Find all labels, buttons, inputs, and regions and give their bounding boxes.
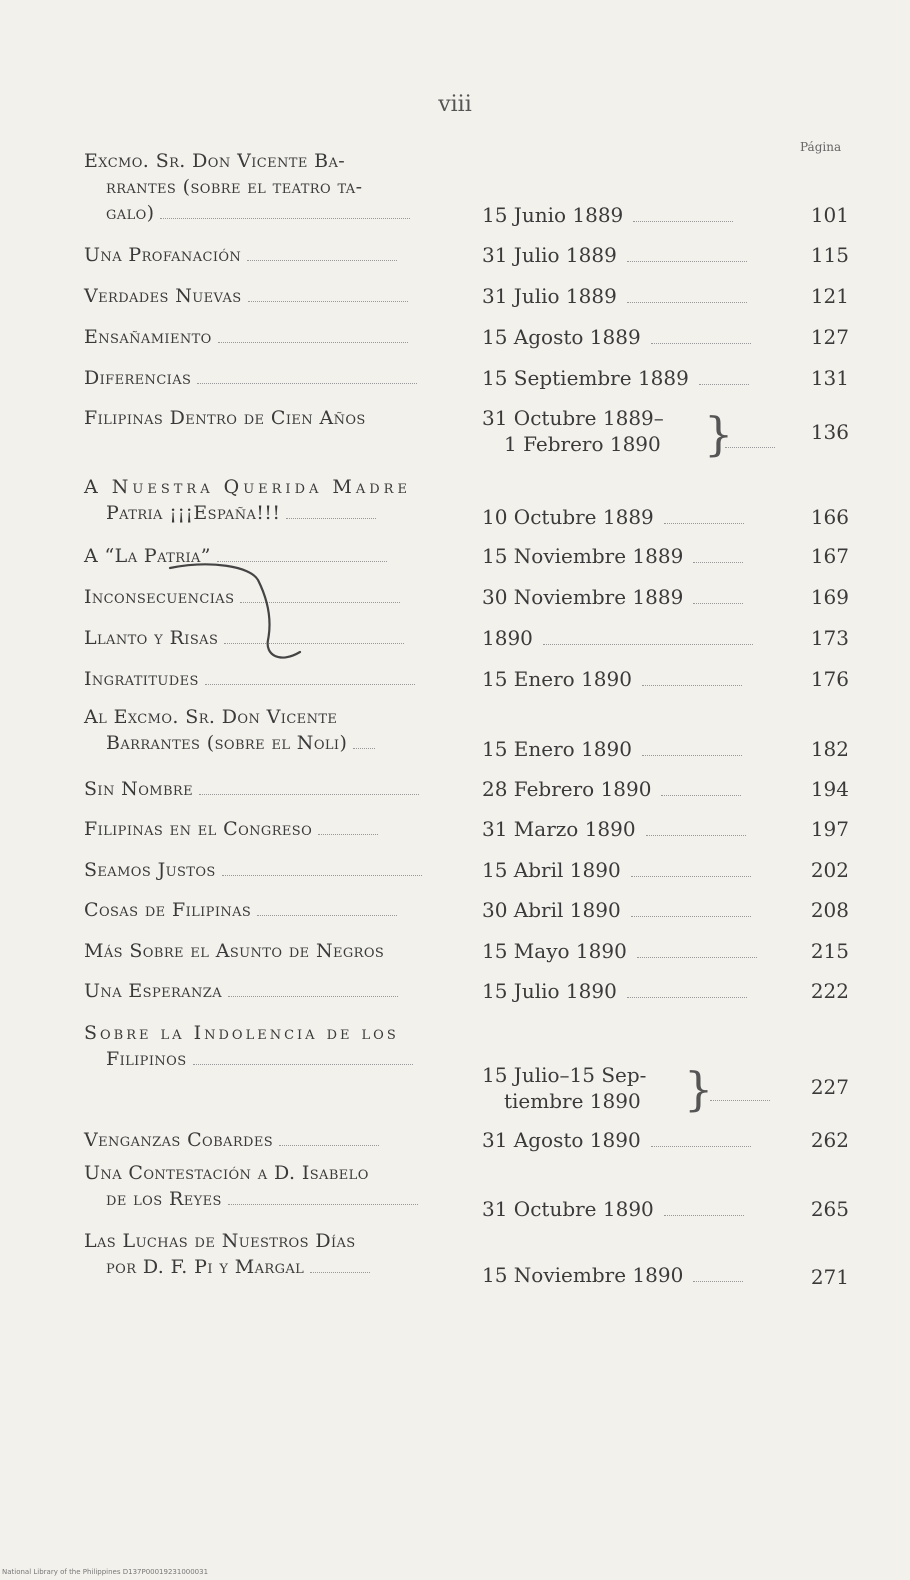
entry-title	[84, 324, 464, 350]
dot-leader	[651, 1145, 751, 1147]
toc-entry	[84, 978, 864, 1018]
dot-leader	[664, 1214, 744, 1216]
dot-leader	[693, 1280, 743, 1282]
title-text: Filipinas Dentro de Cien Años	[84, 407, 366, 429]
dot-leader	[218, 341, 408, 343]
entry-page: 169	[810, 585, 849, 609]
dot-leader	[197, 382, 417, 384]
dot-leader	[228, 1203, 418, 1205]
title-line: rrantes (sobre el teatro ta-	[106, 176, 363, 198]
toc-entry	[84, 666, 864, 706]
date-text: 28 Febrero 1890	[482, 777, 652, 801]
toc-entry	[84, 704, 864, 760]
title-text: por D. F. Pi y Margal	[106, 1256, 305, 1278]
entry-title	[84, 704, 464, 756]
entry-page: 215	[810, 939, 849, 963]
entry-date	[482, 324, 782, 350]
title-text: Ensañamiento	[84, 326, 212, 348]
dot-leader	[543, 643, 753, 645]
entry-page: 202	[810, 858, 849, 882]
date-text: 15 Enero 1890	[482, 737, 632, 761]
entry-date	[482, 242, 782, 268]
dot-leader	[633, 220, 733, 222]
entry-title	[84, 474, 464, 526]
dot-leader	[631, 915, 751, 917]
toc-entry	[84, 543, 864, 583]
entry-date	[482, 202, 782, 228]
entry-date	[482, 857, 782, 883]
entry-title	[84, 978, 464, 1004]
entry-title	[84, 897, 464, 923]
entry-date	[482, 1127, 782, 1153]
entry-date	[482, 897, 782, 923]
dot-leader	[224, 642, 404, 644]
dot-leader	[693, 602, 743, 604]
dot-leader	[693, 561, 743, 563]
toc-entry	[84, 816, 864, 856]
title-text: Cosas de Filipinas	[84, 899, 252, 921]
entry-title	[84, 1228, 464, 1280]
entry-page: 101	[810, 203, 849, 227]
title-text: Una Esperanza	[84, 980, 222, 1002]
toc-entry	[84, 474, 864, 530]
date-text: 31 Octubre 1890	[482, 1197, 654, 1221]
dot-leader	[228, 995, 398, 997]
title-text: Verdades Nuevas	[84, 285, 242, 307]
entry-date	[482, 666, 782, 692]
dot-leader-wrap	[719, 433, 775, 452]
entry-date	[482, 736, 782, 762]
entry-title	[84, 1127, 464, 1153]
toc-entry	[84, 776, 864, 816]
entry-title	[84, 857, 464, 883]
entry-page: 182	[810, 737, 849, 761]
dot-leader	[353, 747, 375, 749]
entry-page: 115	[810, 243, 849, 267]
entry-date	[482, 283, 782, 309]
date-text: 31 Marzo 1890	[482, 817, 636, 841]
date-text: 15 Julio 1890	[482, 979, 617, 1003]
dot-leader	[160, 217, 410, 219]
date-text: 31 Julio 1889	[482, 284, 617, 308]
title-line	[84, 1186, 464, 1212]
dot-leader	[217, 560, 387, 562]
entry-page: 167	[810, 544, 849, 568]
entry-date	[482, 365, 782, 391]
title-text: Inconsecuencias	[84, 586, 235, 608]
toc-entry	[84, 365, 864, 405]
dot-leader	[222, 874, 422, 876]
date-text: 15 Junio 1889	[482, 203, 624, 227]
brace-mark: }	[684, 1062, 714, 1116]
title-line: A Nuestra Querida Madre	[84, 476, 411, 498]
date-text: 15 Noviembre 1889	[482, 544, 684, 568]
date-text: 30 Noviembre 1889	[482, 585, 684, 609]
title-line: Las Luchas de Nuestros Días	[84, 1230, 356, 1252]
dot-leader	[247, 259, 397, 261]
dot-leader	[627, 996, 747, 998]
entry-date	[482, 1196, 782, 1222]
date-text: 15 Julio–15 Sep-	[482, 1063, 647, 1087]
dot-leader	[193, 1063, 413, 1065]
title-line: Al Excmo. Sr. Don Vicente	[84, 706, 338, 728]
dot-leader	[318, 833, 378, 835]
toc-entry	[84, 897, 864, 937]
page-number: viii	[438, 92, 472, 117]
entry-page: 166	[810, 505, 849, 529]
dot-leader	[699, 383, 749, 385]
entry-date	[482, 816, 782, 842]
date-text: 15 Agosto 1889	[482, 325, 641, 349]
date-text: 15 Enero 1890	[482, 667, 632, 691]
title-line	[84, 500, 464, 526]
title-text: Seamos Justos	[84, 859, 216, 881]
entry-date	[482, 938, 782, 964]
dot-leader	[199, 793, 419, 795]
entry-date	[482, 625, 782, 651]
toc-entry	[84, 938, 864, 978]
dot-leader-wrap	[704, 1086, 770, 1105]
entry-date	[482, 978, 782, 1004]
title-text: A “La Patria”	[84, 545, 211, 567]
dot-leader	[661, 794, 741, 796]
entry-title	[84, 543, 464, 569]
entry-date	[482, 1062, 702, 1114]
dot-leader	[642, 754, 742, 756]
entry-page: 176	[810, 667, 849, 691]
title-text: Sin Nombre	[84, 778, 193, 800]
entry-page: 131	[810, 366, 849, 390]
entry-date	[482, 543, 782, 569]
entry-date	[482, 405, 702, 457]
date-text: 1 Febrero 1890	[504, 432, 661, 456]
dot-leader	[710, 1099, 770, 1101]
title-line: Excmo. Sr. Don Vicente Ba-	[84, 150, 346, 172]
title-text: Patria ¡¡¡España!!!	[106, 502, 281, 524]
entry-page: 227	[810, 1075, 849, 1099]
entry-page: 197	[810, 817, 849, 841]
entry-page: 208	[810, 898, 849, 922]
dot-leader	[279, 1144, 379, 1146]
entry-page: 222	[810, 979, 849, 1003]
entry-page: 127	[810, 325, 849, 349]
title-line	[84, 1254, 464, 1280]
title-text: Una Profanación	[84, 244, 242, 266]
entry-page: 121	[810, 284, 849, 308]
entry-page: 136	[810, 420, 849, 444]
entry-page: 265	[810, 1197, 849, 1221]
toc-entry	[84, 857, 864, 897]
title-text: Más Sobre el Asunto de Negros	[84, 940, 385, 962]
title-text: galo)	[106, 202, 155, 224]
brace-mark: }	[704, 407, 734, 461]
title-text: Venganzas Cobardes	[84, 1129, 274, 1151]
toc-entry	[84, 148, 864, 232]
title-text: Ingratitudes	[84, 668, 199, 690]
dot-leader	[725, 446, 775, 448]
title-line: Sobre la Indolencia de los	[84, 1022, 399, 1044]
title-text: Diferencias	[84, 367, 192, 389]
entry-title	[84, 776, 464, 802]
entry-title	[84, 242, 464, 268]
date-text: 31 Agosto 1890	[482, 1128, 641, 1152]
entry-title	[84, 405, 464, 431]
date-text: 10 Octubre 1889	[482, 505, 654, 529]
entry-title	[84, 1160, 464, 1212]
date-text: 15 Mayo 1890	[482, 939, 627, 963]
dot-leader	[631, 875, 751, 877]
entry-title	[84, 938, 464, 964]
toc-entry	[84, 324, 864, 364]
entry-title	[84, 666, 464, 692]
toc-entry	[84, 625, 864, 665]
entry-title	[84, 1020, 464, 1072]
dot-leader	[642, 684, 742, 686]
title-text: Filipinos	[106, 1048, 187, 1070]
entry-date	[482, 776, 782, 802]
toc-entry	[84, 1160, 864, 1221]
entry-date	[482, 584, 782, 610]
title-text: Llanto y Risas	[84, 627, 219, 649]
dot-leader	[240, 601, 400, 603]
toc-entry	[84, 242, 864, 282]
toc-entry	[84, 405, 864, 465]
dot-leader	[646, 834, 746, 836]
title-line: Una Contestación a D. Isabelo	[84, 1162, 369, 1184]
date-text: 31 Octubre 1889–	[482, 406, 664, 430]
toc-entry	[84, 1228, 864, 1288]
dot-leader	[257, 914, 397, 916]
dot-leader	[310, 1271, 370, 1273]
date-text: 15 Noviembre 1890	[482, 1263, 684, 1287]
toc-entry	[84, 1020, 864, 1120]
dot-leader	[205, 683, 415, 685]
dot-leader	[286, 517, 376, 519]
toc-entry	[84, 584, 864, 624]
entry-title	[84, 283, 464, 309]
entry-title	[84, 816, 464, 842]
entry-title	[84, 584, 464, 610]
column-header-pagina: Página	[800, 140, 842, 154]
date-text: 15 Abril 1890	[482, 858, 621, 882]
footer-credit: National Library of the Philippines D137P00019231000031	[2, 1568, 209, 1576]
toc-entry	[84, 283, 864, 323]
entry-date	[482, 504, 782, 530]
entry-page: 262	[810, 1128, 849, 1152]
date-text: 31 Julio 1889	[482, 243, 617, 267]
date-text: 1890	[482, 626, 533, 650]
dot-leader	[637, 956, 757, 958]
dot-leader	[627, 301, 747, 303]
entry-page: 271	[810, 1265, 849, 1289]
dot-leader	[664, 522, 744, 524]
title-text: Filipinas en el Congreso	[84, 818, 313, 840]
entry-title	[84, 365, 464, 391]
title-text: Barrantes (sobre el Noli)	[106, 732, 348, 754]
entry-page: 173	[810, 626, 849, 650]
entry-title	[84, 148, 464, 226]
entry-page: 194	[810, 777, 849, 801]
title-line	[84, 200, 464, 226]
entry-title	[84, 625, 464, 651]
date-text: 30 Abril 1890	[482, 898, 621, 922]
dot-leader	[651, 342, 751, 344]
entry-date	[482, 1262, 782, 1288]
title-text: de los Reyes	[106, 1188, 222, 1210]
title-line	[84, 730, 464, 756]
dot-leader	[248, 300, 408, 302]
date-text: tiembre 1890	[504, 1089, 641, 1113]
dot-leader	[627, 260, 747, 262]
title-line	[84, 1046, 464, 1072]
date-text: 15 Septiembre 1889	[482, 366, 689, 390]
